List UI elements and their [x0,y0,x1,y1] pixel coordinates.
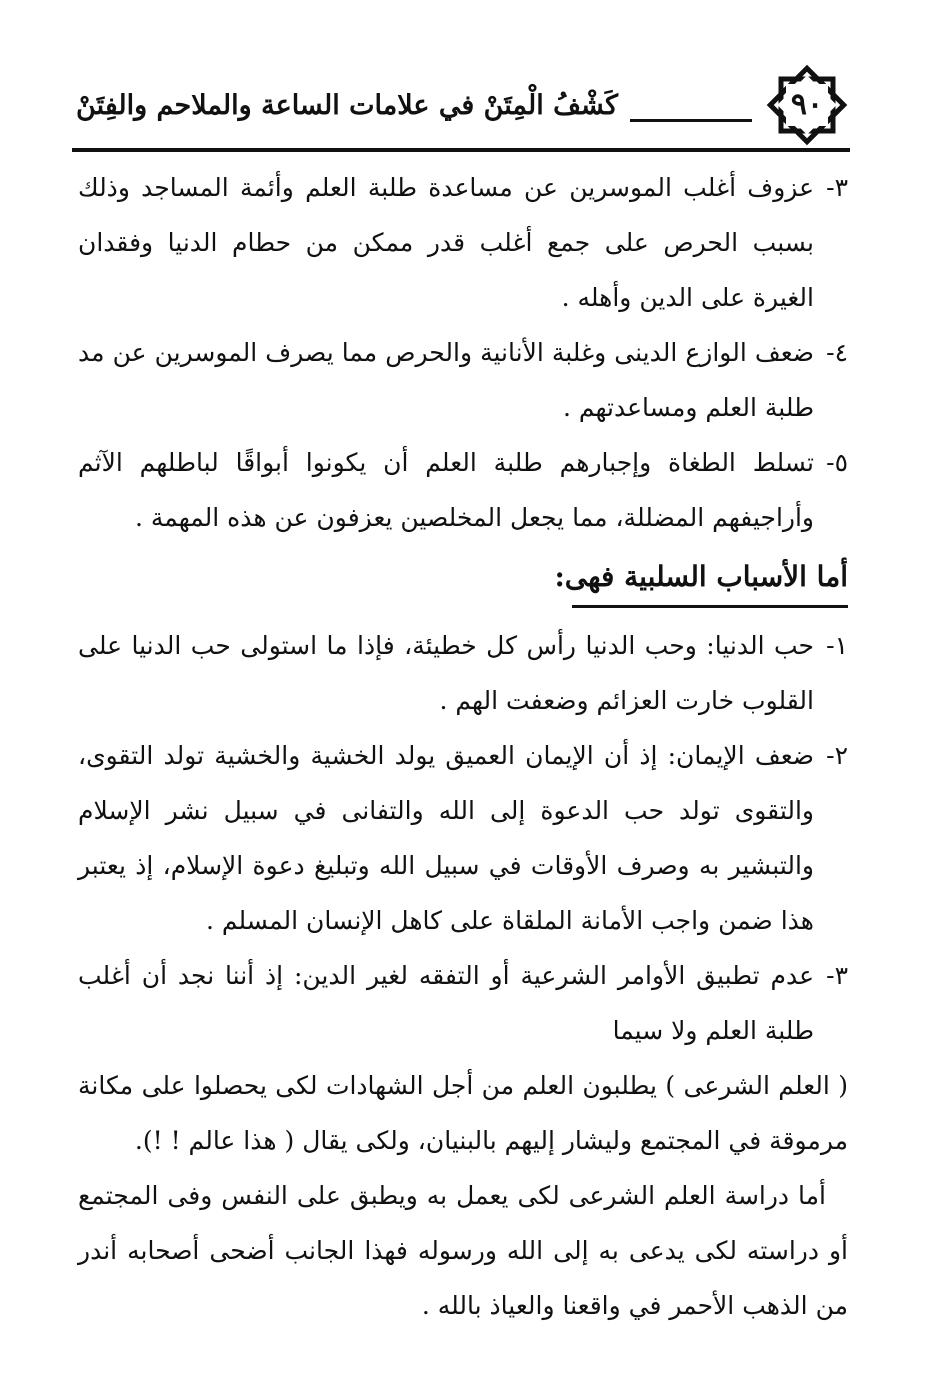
section-heading: أما الأسباب السلبية فهى: [554,560,848,593]
title-dash [630,119,752,122]
section-heading-rule [572,605,848,608]
book-title: كَشْفُ الْمِتَنْ في علامات الساعة والملاحم والفِتَنْ [76,90,618,121]
list-item [78,618,848,728]
page-content [78,160,848,1333]
list-item-number: ٤- [826,338,848,367]
list-item-text: ضعف الإيمان: إذ أن الإيمان العميق يولد الخشية والخشية تولد التقوى، والتقوى تولد حب الدعوة إلى الله والتفانى في سبيل نشر الإسلام والتبشير به وصرف الأوقات في سبيل الله وتبليغ دعوة الإسلام، إذ يعتبر هذا ضمن واجب الأمانة الملقاة على كاهل الإنسان المسلم . [78,741,814,935]
list-item-number: ٢- [826,741,848,770]
list-item [78,160,848,325]
list-item-text: عدم تطبيق الأوامر الشرعية أو التفقه لغير الدين: إذ أننا نجد أن أغلب طلبة العلم ولا سيما [78,961,814,1045]
page-header [72,62,850,154]
header-rule [72,148,850,152]
body-paragraph: أما دراسة العلم الشرعى لكى يعمل به ويطبق على النفس وفى المجتمع أو دراسته لكى يدعى به إلى الله ورسوله فهذا الجانب أضحى أصحابه أندر من الذهب الأحمر في واقعنا والعياذ بالله . [78,1181,848,1320]
list-item [78,435,848,545]
list-item-number: ١- [826,631,848,660]
page-number: ٩٠ [790,87,824,122]
list-item-number: ٣- [826,961,848,990]
list-item-text: عزوف أغلب الموسرين عن مساعدة طلبة العلم وأئمة المساجد وذلك بسبب الحرص على جمع أغلب قدر ممكن من حطام الدنيا وفقدان الغيرة على الدين وأهله . [78,173,814,312]
list-item-number: ٥- [826,448,848,477]
page-number-badge [764,62,850,148]
list-item-text: ضعف الوازع الدينى وغلبة الأنانية والحرص مما يصرف الموسرين عن مد طلبة العلم ومساعدتهم . [78,338,814,422]
list-item [78,948,848,1058]
list-item [78,728,848,948]
list-item-text: حب الدنيا: وحب الدنيا رأس كل خطيئة، فإذا ما استولى حب الدنيا على القلوب خارت العزائم وضعفت الهم . [78,631,814,715]
list-item-text: تسلط الطغاة وإجبارهم طلبة العلم أن يكونوا أبواقًا لباطلهم الآثم وأراجيفهم المضللة، مما يجعل المخلصين يعزفون عن هذه المهمة . [78,448,814,532]
list-item-number: ٣- [826,173,848,202]
list-item [78,325,848,435]
body-paragraph: ( العلم الشرعى ) يطلبون العلم من أجل الشهادات لكى يحصلوا على مكانة مرموقة في المجتمع وليشار إليهم بالبنيان، ولكى يقال ( هذا عالم ! !). [78,1071,848,1155]
